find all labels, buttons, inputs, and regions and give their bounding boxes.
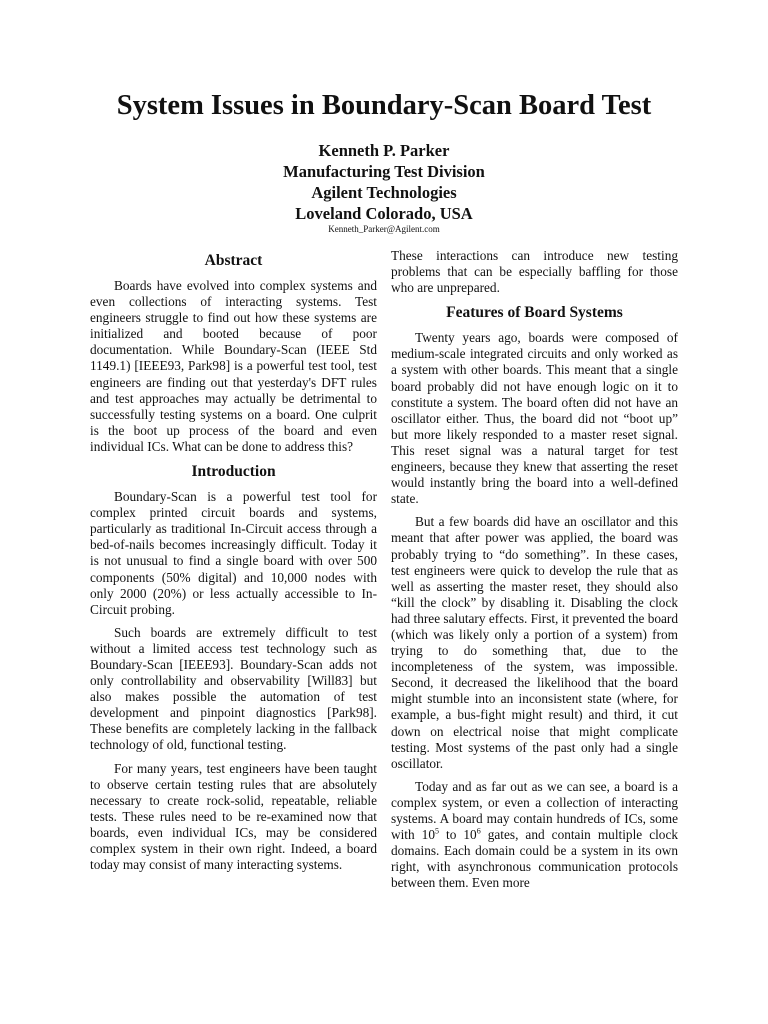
intro-paragraph-4: These interactions can introduce new testing problems that can be especially baffling for those who are unprepared. [391, 248, 678, 296]
features-p3-text-b: to 10 [438, 827, 477, 843]
features-paragraph-2: But a few boards did have an oscillator and this meant that after power was applied, the board was probably trying to “do something”. In these cases, test engineers were quick to develop the rule that as well as asserting the master reset, they should also “kill the clock” by disabling it. Disabling the clock had three salutary effects. First, it prevented the board (which was likely only a portion of a system) from trying to do something that, due to the incompleteness of the system, was impossible. Second, it decreased the likelihood that the board might stumble into an inconsistent state (where, for example, a bus-fight might result) and third, it cut down on electrical noise that might complicate testing. Most systems of the past only had a single oscillator. [391, 514, 679, 771]
abstract-heading: Abstract [204, 252, 263, 269]
left-column [90, 246, 377, 880]
author-block [0, 140, 768, 235]
abstract-text: Boards have evolved into complex systems and even collections of interacting systems. Test engineers struggle to find out how these systems are initialized and booted because of poor documentation. While Boundary-Scan (IEEE Std 1149.1) [IEEE93, Park98] is a powerful test tool, test engineers are finding out that yesterday's DFT rules and test approaches may actually be detrimental to successfully testing systems on a board. One culprit is the boot up process of the board and even individual ICs. What can be done to address this? [90, 278, 377, 454]
author-location: Loveland Colorado, USA [295, 204, 473, 223]
author-company: Agilent Technologies [311, 183, 457, 202]
features-paragraph-3 [391, 779, 678, 892]
introduction-heading: Introduction [191, 463, 276, 481]
intro-paragraph-2: Such boards are extremely difficult to test without a limited access test technology such as Boundary-Scan [IEEE93]. Boundary-Scan adds not only controllability and observability [Will83] but also makes possible the automation of test development and pinpoint diagnostics [Park98]. These benefits are completely lacking in the fallback technology of old, functional testing. [90, 624, 377, 753]
right-column [391, 248, 678, 898]
exponent-6: 6 [476, 826, 481, 836]
intro-paragraph-1: Boundary-Scan is a powerful test tool for complex printed circuit boards and systems, particularly as traditional In-Circuit access through a bed-of-nails becomes increasingly difficult. Today it is not unusual to find a single board with over 500 components (50% digital) and 10,000 nodes with only 2000 (20%) or less actually accessible to In-Circuit probing. [90, 489, 377, 617]
exponent-5: 5 [434, 826, 439, 836]
paper-title: System Issues in Boundary-Scan Board Test [116, 90, 652, 121]
intro-paragraph-3: For many years, test engineers have been taught to observe certain testing rules that are absolutely necessary to create rock-solid, repeatable, reliable tests. These rules need to be re-examined now that boards, even individual ICs, may be considered complex system in their own right. Indeed, a board today may consist of many interacting systems. [90, 760, 377, 873]
features-paragraph-1: Twenty years ago, boards were composed of medium-scale integrated circuits and only worked as a system with other boards. This meant that a single board probably did not have enough logic on it to constitute a system. The board often did not have an oscillator either. Thus, the board did not “boot up” but more likely responded to a master reset signal. This reset signal was a natural target for test engineers, because they knew that asserting the reset would instantly bring the board into a well-defined state. [391, 330, 678, 507]
author-name: Kenneth P. Parker [318, 141, 450, 160]
features-p3-text-a: Today and as far out as we can see, a board is a complex system, or even a collection of interacting systems. A board may contain hundreds of ICs, some with 10 [391, 778, 678, 843]
features-p3-text-c: gates, and contain multiple clock domains. Each domain could be a system in its own right, with asynchronous communication protocols between them. Even more [391, 827, 678, 891]
author-email: Kenneth_Parker@Agilent.com [328, 224, 440, 234]
features-heading: Features of Board Systems [446, 304, 623, 322]
author-division: Manufacturing Test Division [283, 162, 485, 181]
